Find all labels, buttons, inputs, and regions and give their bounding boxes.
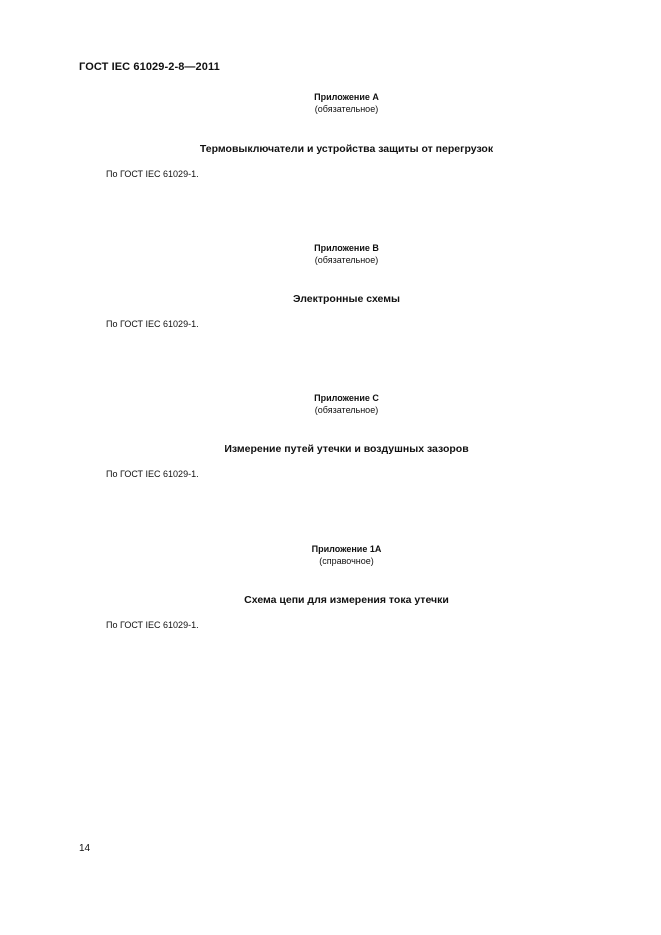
annex-title: Электронные схемы <box>293 293 400 305</box>
annex-status: (справочное) <box>319 556 374 566</box>
annex-body-text: По ГОСТ IEC 61029-1. <box>106 319 199 329</box>
annex-label: Приложение А <box>314 92 379 102</box>
annex-status: (обязательное) <box>314 104 379 114</box>
annex-label: Приложение В <box>314 243 379 253</box>
document-header: ГОСТ IEC 61029-2-8—2011 <box>79 61 220 73</box>
annex-label: Приложение С <box>314 393 379 403</box>
annex-title: Термовыключатели и устройства защиты от перегрузок <box>199 143 494 155</box>
annex-status: (обязательное) <box>314 255 379 265</box>
annex-status: (обязательное) <box>314 405 379 415</box>
annex-body-text: По ГОСТ IEC 61029-1. <box>106 169 199 179</box>
annex-body-text: По ГОСТ IEC 61029-1. <box>106 469 199 479</box>
annex-title: Измерение путей утечки и воздушных зазоров <box>224 443 469 455</box>
annex-label: Приложение 1А <box>311 544 382 554</box>
annex-title: Схема цепи для измерения тока утечки <box>244 594 449 606</box>
page-number: 14 <box>79 843 91 854</box>
annex-body-text: По ГОСТ IEC 61029-1. <box>106 620 199 630</box>
